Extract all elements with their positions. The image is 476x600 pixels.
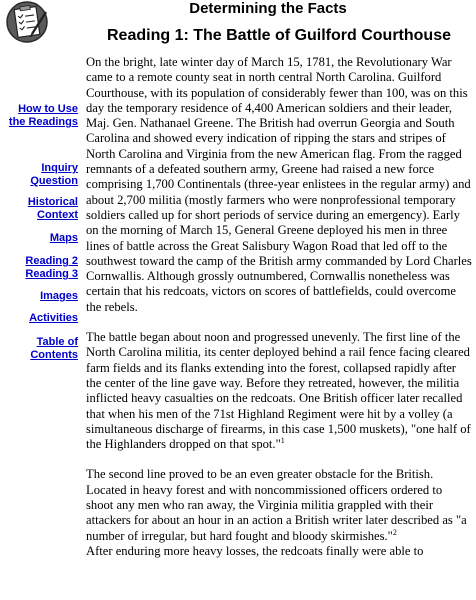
paragraph-text: The battle began about noon and progressed unevenly. The first line of the North Carolina militia, its center deployed behind a rail fence facing cleared farm fields and its flanks extending into the forest, collapsed rapidly after the center of the line gave way. Before they retreated, however, the militia inflicted heavy casualties on the redcoats. One British officer later recalled that when his men of the 71st Highland Regiment were hit by a volley (a simultaneous discharge of firearms, in this case 1,500 muskets), "one half of the Highlanders dropped on that spot." bbox=[86, 330, 471, 452]
paragraph-text: On the bright, late winter day of March 15, 1781, the Revolutionary War came to a remote county seat in north central North Carolina. Guilford Courthouse, with its population of considerably fewer than 100, was on this day the temporary residence of 4,400 American soldiers and their leader, Maj. Gen. Nathanael Greene. The British had overrun Georgia and South Carolina and showed every indication of ripping the stars and stripes of North Carolina and Virginia from the new American flag. From the ragged remnants of a defeated southern army, Greene had raised a new force comprising 1,700 Continentals (three-year enlistees in the regular army) and about 2,700 militia (mostly farmers who were nonprofessional temporary soldiers called up for short periods of service during an emergency). Early on the morning of March 15, General Greene deployed his men in three lines of battle across the Great Salisbury Wagon Road that led off to the southwest toward the camp of the British army commanded by Lord Charles Cornwallis. Although grossly outnumbered, Cornwallis nonetheless was certain that his redcoats, victors on scores of battlefields, could overcome the rebels. bbox=[86, 55, 472, 314]
paragraph-text: After enduring more heavy losses, the redcoats finally were able to bbox=[86, 543, 424, 558]
reading-title: Reading 1: The Battle of Guilford Courthouse bbox=[107, 27, 451, 44]
sidebar-item-maps[interactable]: Maps bbox=[49, 232, 78, 244]
sidebar-item-inquiry-question[interactable]: Inquiry Question bbox=[30, 162, 78, 187]
sidebar-item-activities[interactable]: Activities bbox=[29, 312, 78, 324]
reading-paragraph bbox=[86, 55, 472, 315]
footnote-marker[interactable]: 1 bbox=[280, 435, 285, 445]
sidebar-item-historical-context[interactable]: Historical Context bbox=[27, 196, 78, 221]
sidebar-item-table-of-contents[interactable]: Table of Contents bbox=[30, 336, 78, 361]
reading-paragraph bbox=[86, 330, 472, 452]
page-header-title: Determining the Facts bbox=[189, 0, 347, 17]
sidebar-item-how-to-use[interactable]: How to Use the Readings bbox=[8, 103, 78, 128]
reading-content bbox=[86, 26, 472, 574]
footnote-marker[interactable]: 2 bbox=[392, 527, 397, 537]
reading-paragraph bbox=[86, 467, 472, 559]
sidebar-item-images[interactable]: Images bbox=[40, 290, 78, 302]
sidebar-nav bbox=[0, 0, 80, 600]
paragraph-text: The second line proved to be an even greater obstacle for the British. Located in heavy forest and with noncommissioned officers ordered to shoot any men who ran away, the Virginia militia grappled with their attackers for about an hour in an action a British writer later described as "a number of irregular, but hard fought and bloody skirmishes." bbox=[86, 467, 467, 543]
sidebar-item-reading-3[interactable]: Reading 3 bbox=[25, 268, 78, 280]
sidebar-item-reading-2[interactable]: Reading 2 bbox=[25, 255, 78, 267]
